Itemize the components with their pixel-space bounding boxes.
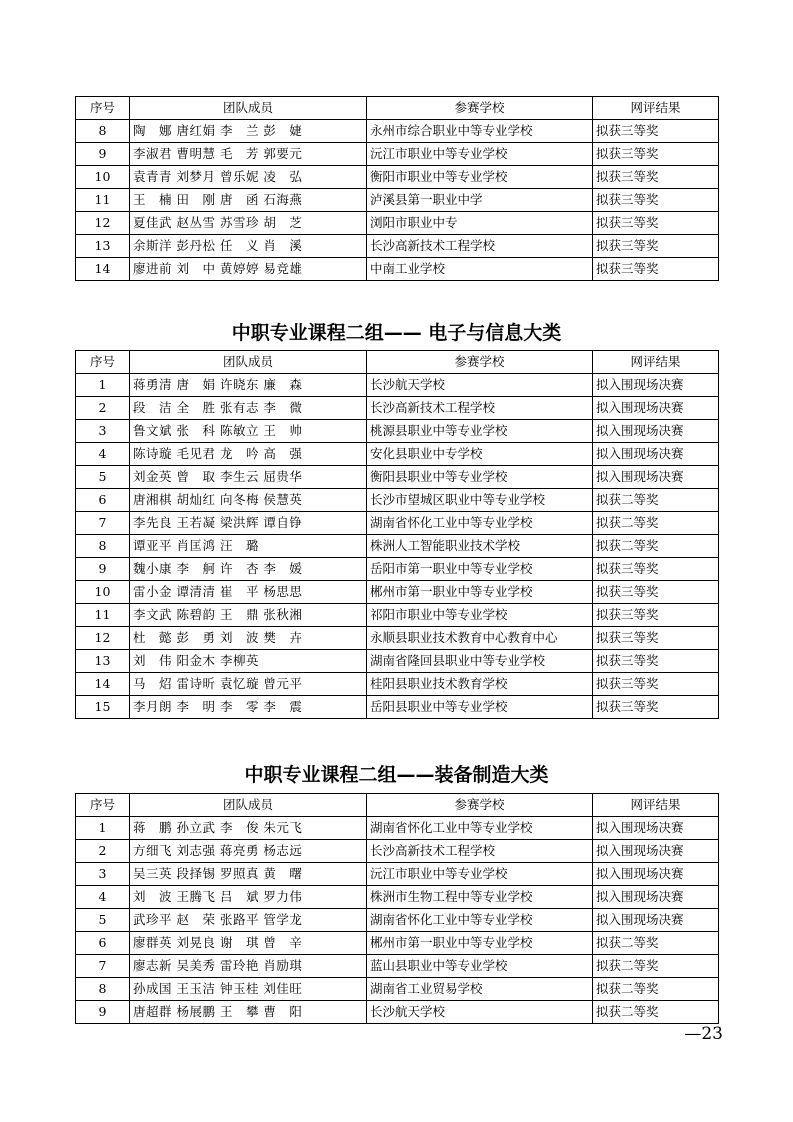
cell-seq: 4 — [76, 443, 130, 466]
header-members: 团队成员 — [130, 97, 367, 120]
table-row — [76, 512, 719, 535]
header-result: 网评结果 — [593, 794, 719, 817]
cell-school: 衡阳县职业中等专业学校 — [367, 466, 593, 489]
cell-seq: 1 — [76, 374, 130, 397]
cell-school: 浏阳市职业中专 — [367, 212, 593, 235]
cell-result: 拟获三等奖 — [593, 627, 719, 650]
table-section-3 — [75, 793, 719, 1024]
cell-members: 吴三英 段择锡 罗照真 黄 曙 — [130, 863, 367, 886]
table-header-row — [76, 97, 719, 120]
header-result: 网评结果 — [593, 97, 719, 120]
table-row — [76, 696, 719, 719]
cell-seq: 7 — [76, 955, 130, 978]
cell-result: 拟入围现场决赛 — [593, 817, 719, 840]
table-row — [76, 581, 719, 604]
cell-result: 拟获三等奖 — [593, 120, 719, 143]
cell-school: 郴州市第一职业中等专业学校 — [367, 581, 593, 604]
header-school: 参赛学校 — [367, 97, 593, 120]
cell-school: 湖南省隆回县职业中等专业学校 — [367, 650, 593, 673]
table-row — [76, 817, 719, 840]
cell-seq: 10 — [76, 581, 130, 604]
cell-result: 拟获二等奖 — [593, 932, 719, 955]
cell-result: 拟入围现场决赛 — [593, 886, 719, 909]
cell-members: 廖群英 刘晃良 谢 琪 曾 辛 — [130, 932, 367, 955]
section-title-equipment: 中职专业课程二组——装备制造大类 — [244, 764, 549, 786]
cell-seq: 9 — [76, 558, 130, 581]
cell-result: 拟获三等奖 — [593, 650, 719, 673]
cell-school: 郴州市第一职业中等专业学校 — [367, 932, 593, 955]
cell-result: 拟获三等奖 — [593, 604, 719, 627]
cell-members: 鲁文斌 张 科 陈敏立 王 帅 — [130, 420, 367, 443]
table-row — [76, 235, 719, 258]
cell-school: 长沙高新技术工程学校 — [367, 235, 593, 258]
cell-seq: 8 — [76, 120, 130, 143]
table-section-2 — [75, 350, 719, 719]
cell-school: 永州市综合职业中等专业学校 — [367, 120, 593, 143]
cell-members: 李月朗 李 明 李 零 李 震 — [130, 696, 367, 719]
cell-school: 祁阳市职业中等专业学校 — [367, 604, 593, 627]
cell-members: 马 炤 雷诗昕 袁忆璇 曾元平 — [130, 673, 367, 696]
cell-school: 湖南省怀化工业中等专业学校 — [367, 512, 593, 535]
cell-school: 桂阳县职业技术教育学校 — [367, 673, 593, 696]
table-row — [76, 166, 719, 189]
section-title-electronics: 中职专业课程二组—— 电子与信息大类 — [231, 322, 562, 344]
table-row — [76, 863, 719, 886]
cell-result: 拟获三等奖 — [593, 143, 719, 166]
cell-school: 株洲人工智能职业技术学校 — [367, 535, 593, 558]
cell-school: 岳阳县职业中等专业学校 — [367, 696, 593, 719]
cell-seq: 14 — [76, 258, 130, 281]
cell-seq: 5 — [76, 466, 130, 489]
cell-seq: 2 — [76, 840, 130, 863]
cell-members: 李淑君 曹明慧 毛 芳 郭要元 — [130, 143, 367, 166]
cell-seq: 12 — [76, 212, 130, 235]
table-row — [76, 489, 719, 512]
cell-result: 拟获二等奖 — [593, 489, 719, 512]
header-school: 参赛学校 — [367, 794, 593, 817]
cell-result: 拟入围现场决赛 — [593, 863, 719, 886]
table-row — [76, 955, 719, 978]
cell-members: 刘金英 曾 取 李生云 屈贵华 — [130, 466, 367, 489]
cell-school: 安化县职业中专学校 — [367, 443, 593, 466]
cell-school: 长沙航天学校 — [367, 374, 593, 397]
cell-members: 刘 伟 阳金木 李柳英 — [130, 650, 367, 673]
cell-school: 蓝山县职业中等专业学校 — [367, 955, 593, 978]
cell-result: 拟获三等奖 — [593, 673, 719, 696]
cell-seq: 13 — [76, 235, 130, 258]
cell-seq: 11 — [76, 604, 130, 627]
cell-seq: 9 — [76, 1001, 130, 1024]
header-seq: 序号 — [76, 97, 130, 120]
cell-school: 永顺县职业技术教育中心教育中心 — [367, 627, 593, 650]
cell-school: 中南工业学校 — [367, 258, 593, 281]
cell-school: 长沙高新技术工程学校 — [367, 397, 593, 420]
table-row — [76, 374, 719, 397]
cell-result: 拟入围现场决赛 — [593, 443, 719, 466]
cell-seq: 8 — [76, 535, 130, 558]
cell-seq: 3 — [76, 863, 130, 886]
cell-result: 拟入围现场决赛 — [593, 466, 719, 489]
cell-seq: 5 — [76, 909, 130, 932]
cell-result: 拟获三等奖 — [593, 696, 719, 719]
cell-seq: 15 — [76, 696, 130, 719]
cell-members: 刘 波 王腾飞 吕 斌 罗力伟 — [130, 886, 367, 909]
table-row — [76, 650, 719, 673]
header-result: 网评结果 — [593, 351, 719, 374]
cell-seq: 8 — [76, 978, 130, 1001]
table-row — [76, 466, 719, 489]
table-row — [76, 120, 719, 143]
table-row — [76, 258, 719, 281]
cell-school: 湖南省怀化工业中等专业学校 — [367, 817, 593, 840]
cell-result: 拟获三等奖 — [593, 235, 719, 258]
page-number: —23 — [684, 1024, 723, 1044]
cell-members: 唐超群 杨展鹏 王 攀 曹 阳 — [130, 1001, 367, 1024]
cell-members: 蒋 鹏 孙立武 李 俊 朱元飞 — [130, 817, 367, 840]
table-row — [76, 443, 719, 466]
cell-school: 桃源县职业中等专业学校 — [367, 420, 593, 443]
table-row — [76, 627, 719, 650]
table-row — [76, 535, 719, 558]
cell-result: 拟获二等奖 — [593, 955, 719, 978]
cell-school: 长沙航天学校 — [367, 1001, 593, 1024]
cell-members: 魏小康 李 舸 许 杏 李 媛 — [130, 558, 367, 581]
table-row — [76, 212, 719, 235]
cell-seq: 7 — [76, 512, 130, 535]
cell-school: 沅江市职业中等专业学校 — [367, 863, 593, 886]
header-members: 团队成员 — [130, 351, 367, 374]
table-row — [76, 558, 719, 581]
cell-result: 拟获二等奖 — [593, 512, 719, 535]
cell-result: 拟入围现场决赛 — [593, 397, 719, 420]
cell-school: 湖南省工业贸易学校 — [367, 978, 593, 1001]
cell-seq: 6 — [76, 489, 130, 512]
table-row — [76, 978, 719, 1001]
table-row — [76, 397, 719, 420]
header-school: 参赛学校 — [367, 351, 593, 374]
cell-seq: 12 — [76, 627, 130, 650]
cell-members: 廖进前 刘 中 黄婷婷 易竞雄 — [130, 258, 367, 281]
table-row — [76, 143, 719, 166]
table-header-row — [76, 351, 719, 374]
header-seq: 序号 — [76, 794, 130, 817]
cell-members: 夏佳武 赵丛雪 苏雪珍 胡 芝 — [130, 212, 367, 235]
table-header-row — [76, 794, 719, 817]
table-row — [76, 420, 719, 443]
cell-school: 衡阳市职业中等专业学校 — [367, 166, 593, 189]
table-row — [76, 673, 719, 696]
cell-school: 湖南省怀化工业中等专业学校 — [367, 909, 593, 932]
cell-result: 拟入围现场决赛 — [593, 420, 719, 443]
cell-members: 唐湘棋 胡灿红 向冬梅 侯慧英 — [130, 489, 367, 512]
table-row — [76, 909, 719, 932]
cell-seq: 2 — [76, 397, 130, 420]
cell-members: 廖志新 吴美秀 雷玲艳 肖励琪 — [130, 955, 367, 978]
cell-members: 谭亚平 肖匡鸿 汪 璐 — [130, 535, 367, 558]
cell-seq: 13 — [76, 650, 130, 673]
cell-members: 方细飞 刘志强 蒋亮勇 杨志远 — [130, 840, 367, 863]
cell-members: 孙成国 王玉洁 钟玉桂 刘佳旺 — [130, 978, 367, 1001]
table-row — [76, 189, 719, 212]
cell-school: 沅江市职业中等专业学校 — [367, 143, 593, 166]
cell-seq: 9 — [76, 143, 130, 166]
cell-result: 拟获三等奖 — [593, 166, 719, 189]
cell-seq: 3 — [76, 420, 130, 443]
table-row — [76, 604, 719, 627]
cell-seq: 11 — [76, 189, 130, 212]
cell-school: 长沙高新技术工程学校 — [367, 840, 593, 863]
cell-result: 拟获二等奖 — [593, 1001, 719, 1024]
cell-result: 拟获三等奖 — [593, 581, 719, 604]
cell-result: 拟入围现场决赛 — [593, 374, 719, 397]
cell-members: 武珍平 赵 荣 张路平 管学龙 — [130, 909, 367, 932]
cell-members: 雷小金 谭清清 崔 平 杨思思 — [130, 581, 367, 604]
cell-members: 陶 娜 唐红娟 李 兰 彭 婕 — [130, 120, 367, 143]
header-seq: 序号 — [76, 351, 130, 374]
cell-members: 李文武 陈碧韵 王 鼎 张秋湘 — [130, 604, 367, 627]
cell-result: 拟获三等奖 — [593, 212, 719, 235]
table-row — [76, 840, 719, 863]
table-section-1 — [75, 96, 719, 281]
cell-members: 余斯洋 彭丹松 任 义 肖 溪 — [130, 235, 367, 258]
cell-members: 杜 懿 彭 勇 刘 波 樊 卉 — [130, 627, 367, 650]
cell-members: 陈诗璇 毛见君 龙 吟 高 强 — [130, 443, 367, 466]
table-row — [76, 886, 719, 909]
cell-result: 拟获二等奖 — [593, 978, 719, 1001]
cell-seq: 4 — [76, 886, 130, 909]
cell-seq: 6 — [76, 932, 130, 955]
cell-seq: 10 — [76, 166, 130, 189]
cell-school: 长沙市望城区职业中等专业学校 — [367, 489, 593, 512]
cell-result: 拟获三等奖 — [593, 558, 719, 581]
cell-members: 蒋勇清 唐 娟 许晓东 廉 森 — [130, 374, 367, 397]
cell-school: 岳阳市第一职业中等专业学校 — [367, 558, 593, 581]
table-row — [76, 1001, 719, 1024]
cell-members: 段 洁 全 胜 张有志 李 微 — [130, 397, 367, 420]
cell-members: 袁青青 刘梦月 曾乐妮 凌 弘 — [130, 166, 367, 189]
cell-school: 泸溪县第一职业中学 — [367, 189, 593, 212]
cell-seq: 14 — [76, 673, 130, 696]
cell-result: 拟获三等奖 — [593, 258, 719, 281]
cell-result: 拟获三等奖 — [593, 189, 719, 212]
table-row — [76, 932, 719, 955]
cell-result: 拟入围现场决赛 — [593, 909, 719, 932]
cell-members: 李先良 王若凝 梁洪辉 谭自铮 — [130, 512, 367, 535]
header-members: 团队成员 — [130, 794, 367, 817]
cell-seq: 1 — [76, 817, 130, 840]
cell-result: 拟获二等奖 — [593, 535, 719, 558]
cell-school: 株洲市生物工程中等专业学校 — [367, 886, 593, 909]
cell-result: 拟入围现场决赛 — [593, 840, 719, 863]
cell-members: 王 楠 田 刚 唐 函 石海燕 — [130, 189, 367, 212]
